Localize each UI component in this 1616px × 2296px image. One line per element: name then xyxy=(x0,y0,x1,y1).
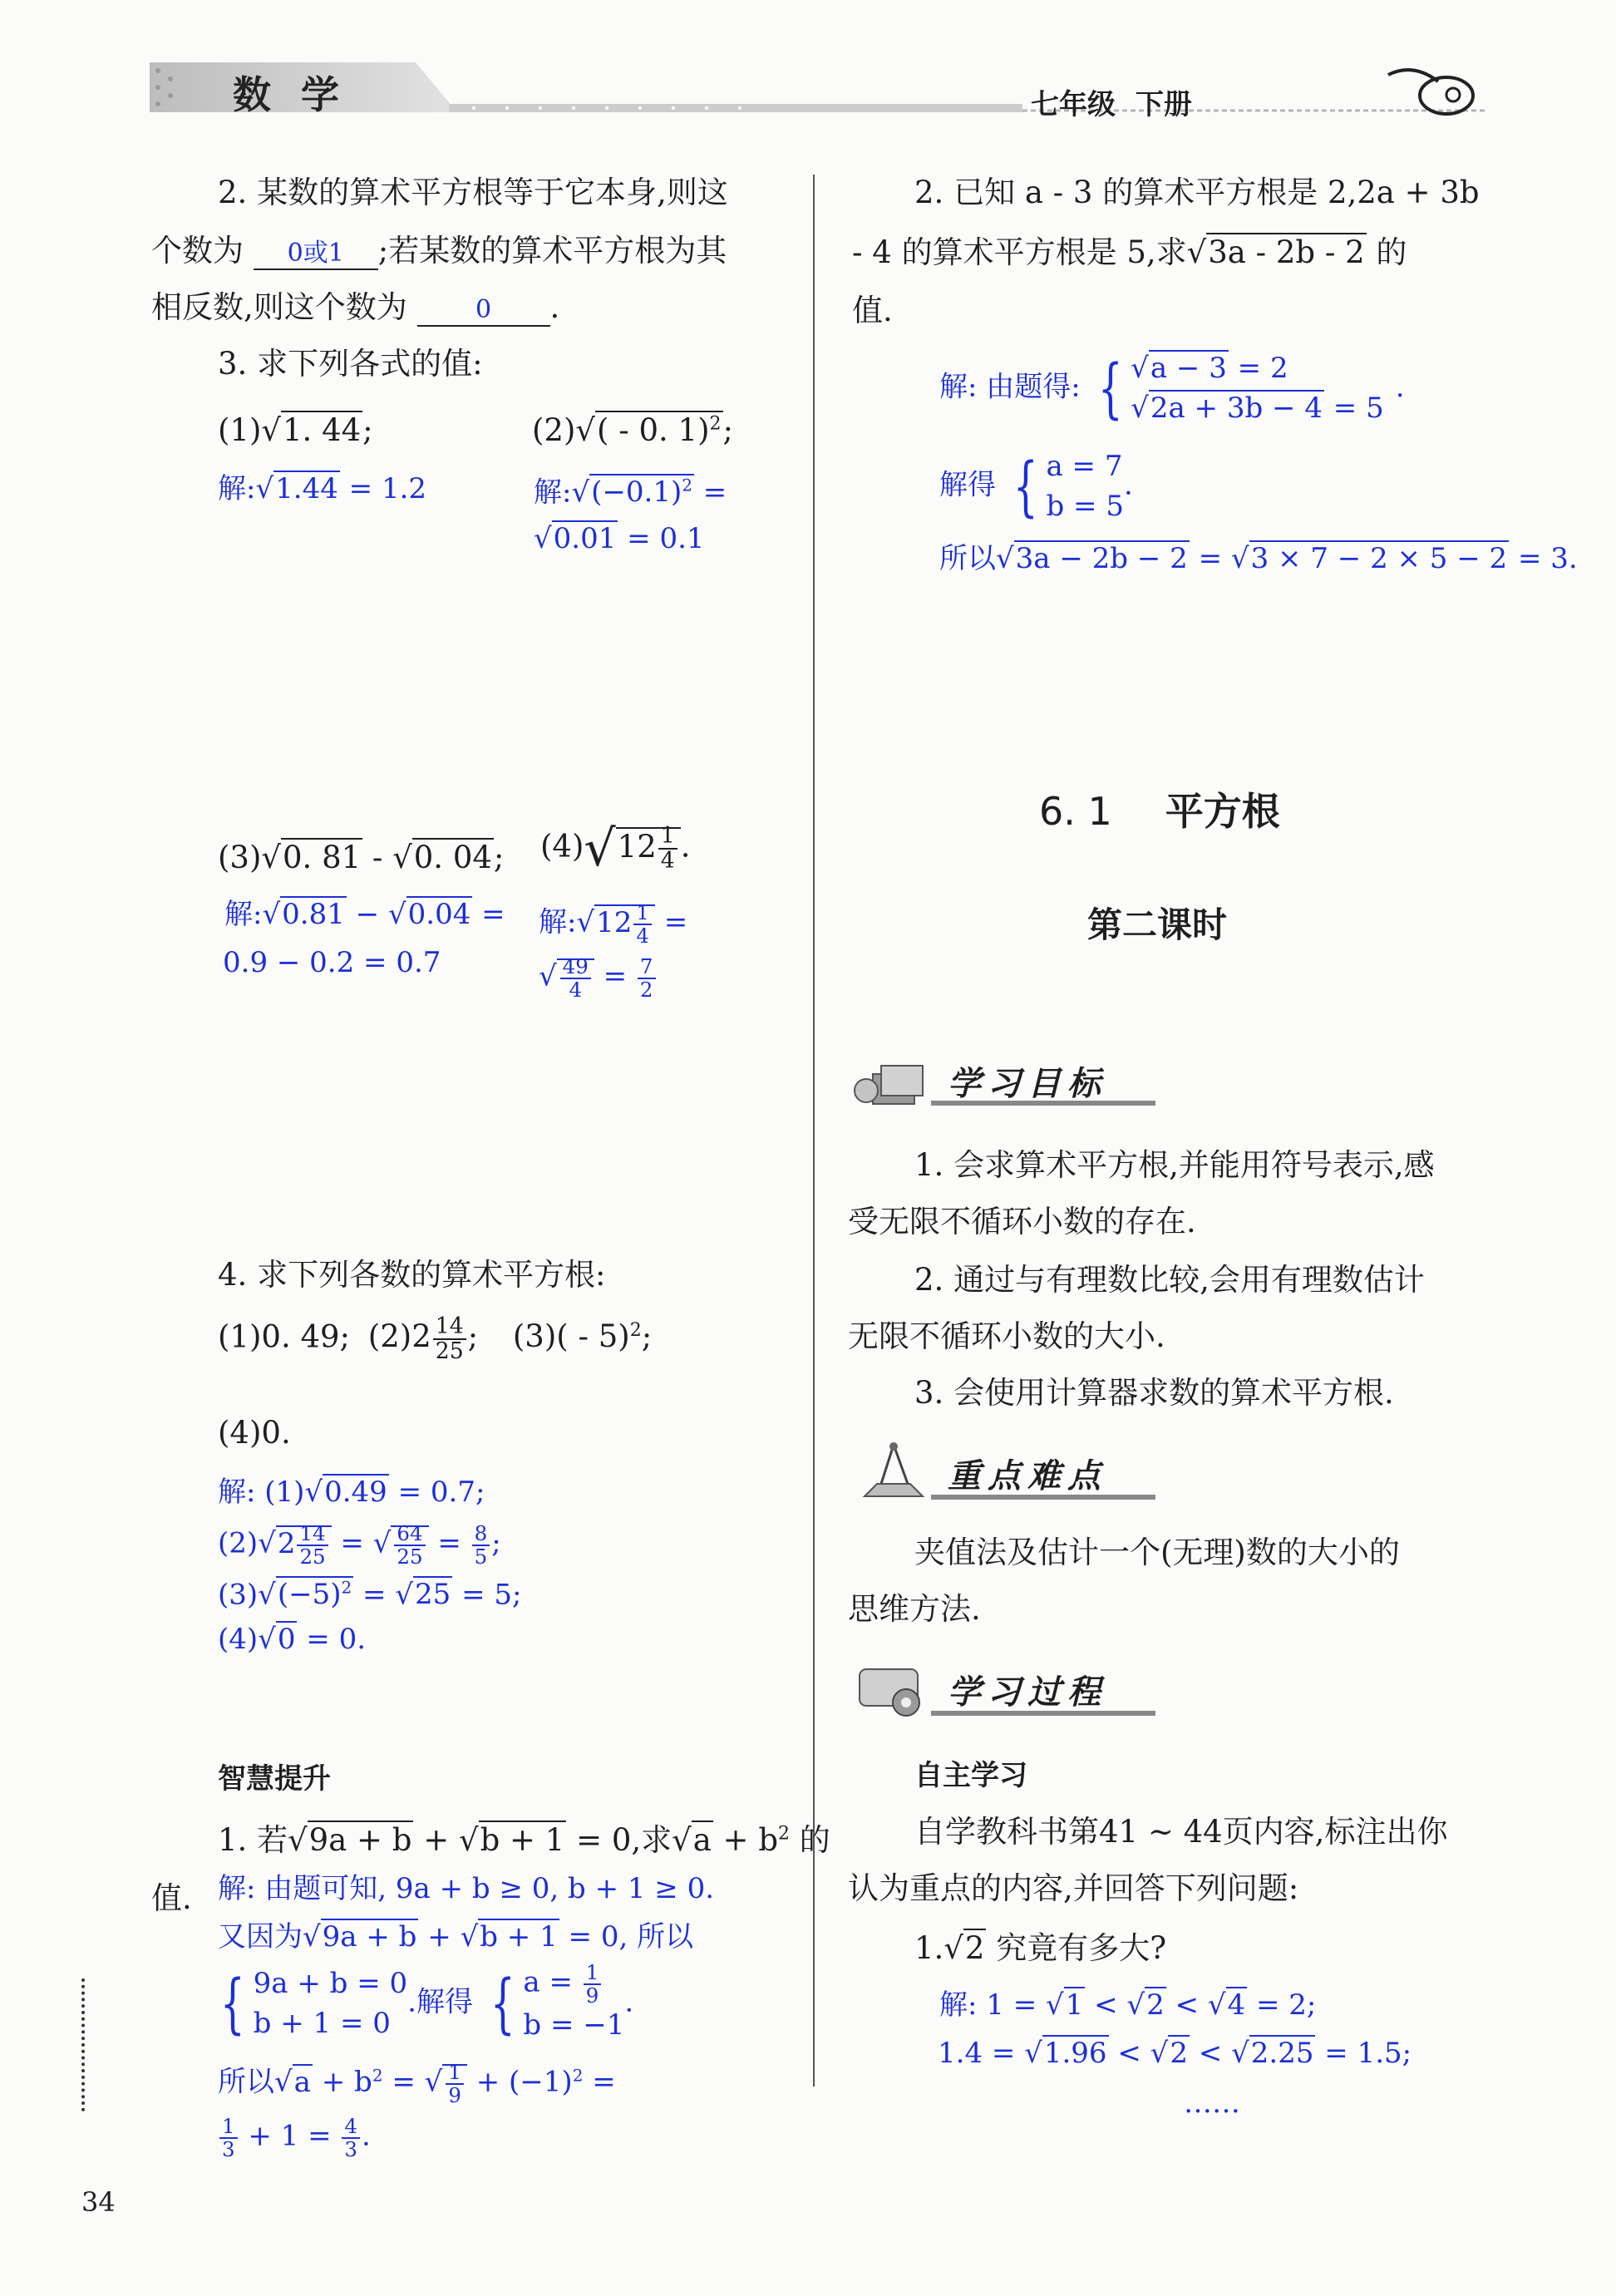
punct: . xyxy=(1395,370,1405,404)
left-q3-part4: (4)√12 $\frac{1}{4}$ . xyxy=(540,820,691,878)
operator: < xyxy=(1085,1988,1127,2022)
left-q2-text-c: 相反数,则这个数为 xyxy=(151,289,407,325)
wisdom-heading: 智慧提升 xyxy=(218,1762,331,1796)
grade-text: 七年级 xyxy=(1031,88,1116,121)
left-q3-part3: (3)√0. 81 - √0. 04; xyxy=(218,840,505,875)
whole-part: 12 xyxy=(596,905,633,939)
answer-prefix: 解: (1) xyxy=(218,1476,305,1509)
answer-text: + 1 = xyxy=(239,2119,341,2153)
answer-prefix: 所以 xyxy=(218,2065,274,2099)
punct: ; xyxy=(491,1526,501,1560)
fraction xyxy=(433,1315,466,1363)
answer-prefix: 解: xyxy=(218,472,256,505)
radicand xyxy=(276,1576,353,1611)
wisdom-s2: 又因为√9a + b + √b + 1 = 0, 所以 xyxy=(218,1920,694,1954)
question-text: 究竟有多大? xyxy=(986,1930,1167,1966)
answer-q3-1: 解:√1.44 = 1.2 xyxy=(218,472,427,505)
answer-q3-4b: √ $\frac{49}{4}$ = $\frac{7}{2}$ xyxy=(539,956,658,1000)
radicand: b + 1 xyxy=(480,1920,558,1954)
operator: - xyxy=(362,840,393,875)
answer-prefix: (4) xyxy=(218,1623,259,1656)
question-end: 的 xyxy=(1366,234,1407,270)
punct: . xyxy=(1123,468,1133,502)
numerator: 1 xyxy=(633,902,652,925)
numerator: 49 xyxy=(560,956,591,979)
equation: 9a + b = 0 xyxy=(253,1966,408,2000)
denominator: 25 xyxy=(299,1544,326,1569)
key-heading: 重点难点 xyxy=(948,1457,1107,1495)
equals: = xyxy=(594,959,636,993)
punct: . xyxy=(624,1985,634,2019)
equals: = xyxy=(353,1578,396,1612)
exponent: 2 xyxy=(778,1823,791,1845)
radicand: 3a − 2b − 2 xyxy=(1015,542,1188,575)
equals: = xyxy=(583,2065,616,2099)
denominator: 3 xyxy=(222,2136,235,2161)
radicand-text: (−5) xyxy=(277,1578,342,1612)
equation: a = 7 xyxy=(1046,450,1123,483)
radicand: 0.49 xyxy=(324,1476,387,1509)
radicand: 0.01 xyxy=(553,522,617,555)
numerator: 1 xyxy=(219,2116,238,2139)
process-q1: 1.√2 究竟有多大? xyxy=(914,1930,1167,1966)
fraction xyxy=(638,956,656,1000)
denominator: 2 xyxy=(639,977,653,1002)
punct: ; xyxy=(493,840,505,875)
radicand: a − 3 xyxy=(1150,352,1227,385)
process-a2: 1.4 = √1.96 < √2 < √2.25 = 1.5; xyxy=(938,2037,1412,2070)
exponent: 2 xyxy=(372,2065,383,2086)
left-q3-title: 3. 求下列各式的值: xyxy=(218,346,483,382)
radicand: 0.04 xyxy=(407,898,471,931)
answer-text: + (−1) xyxy=(466,2065,573,2099)
answer-result: = 1.2 xyxy=(339,472,427,505)
right-q2-s2 xyxy=(939,447,1133,526)
answer-q4-1: 解: (1)√0.49 = 0.7; xyxy=(218,1476,485,1509)
process-banner xyxy=(848,1654,1155,1721)
goal-2a: 2. 通过与有理数比较,会用有理数估计 xyxy=(914,1262,1425,1298)
punct: . xyxy=(680,828,691,865)
answer-text: .解得 xyxy=(407,1985,473,2019)
exponent: 2 xyxy=(572,2065,584,2086)
wisdom-s1: 解: 由题可知, 9a + b ≥ 0, b + 1 ≥ 0. xyxy=(218,1872,715,1905)
goals-heading: 学习目标 xyxy=(948,1065,1107,1103)
answer-text: + b xyxy=(312,2065,372,2099)
denominator: 25 xyxy=(397,1544,423,1569)
radicand: 2a + 3b − 4 xyxy=(1150,391,1323,425)
volume-text: 下册 xyxy=(1135,88,1192,121)
right-q2-line3: 值. xyxy=(852,293,893,328)
radicand: 2 xyxy=(964,1930,985,1966)
equals: = xyxy=(1189,542,1231,575)
punct: ; xyxy=(362,412,373,448)
right-q2-s1 xyxy=(939,349,1405,428)
numerator: 1 xyxy=(446,2062,464,2085)
left-q4-part4: (4)0. xyxy=(218,1415,291,1451)
answer-prefix: 解: xyxy=(539,905,577,939)
question-mid: + b xyxy=(712,1822,779,1858)
margin-dots xyxy=(81,1978,88,2111)
denominator: 4 xyxy=(569,977,583,1002)
denominator: 9 xyxy=(448,2082,461,2107)
left-q2-text-b: ;若某数的算术平方根为其 xyxy=(377,233,727,269)
radicand: 0. 04 xyxy=(413,840,492,875)
answer-result: = 1.5; xyxy=(1315,2037,1412,2070)
equals: = xyxy=(428,1526,471,1560)
answer-result: = 0.7; xyxy=(388,1476,485,1509)
radicand: 0. 81 xyxy=(283,840,362,875)
compass-icon xyxy=(848,1438,939,1505)
left-q4-parts xyxy=(218,1315,652,1363)
left-q2-line3 xyxy=(151,289,559,327)
answer-q3-2b: √0.01 = 0.1 xyxy=(534,522,705,555)
radicand: 0.81 xyxy=(282,898,345,931)
denominator: 9 xyxy=(585,1983,599,2008)
radicand: 1 xyxy=(1065,1988,1084,2022)
radicand: 25 xyxy=(415,1578,451,1612)
wisdom-s5 xyxy=(218,2116,371,2160)
operator: + xyxy=(418,1920,461,1954)
page-header xyxy=(0,0,1616,141)
operator: + xyxy=(413,1822,459,1858)
answer-q4-4: (4)√0 = 0. xyxy=(218,1623,367,1656)
subject-title: 数 学 xyxy=(233,72,348,117)
answer-prefix: 解: xyxy=(534,475,572,510)
question-mid: = 0,求 xyxy=(566,1822,673,1858)
answer-blank-1: 0或1 xyxy=(254,239,378,270)
solution-system: { a = 7 b = 5 xyxy=(1005,447,1124,526)
answer-prefix: 解: xyxy=(224,898,263,931)
equation-result: = 5 xyxy=(1323,391,1384,425)
radicand: 1. 44 xyxy=(283,412,362,448)
answer-blank-2: 0 xyxy=(417,295,550,327)
process-ellipsis: …… xyxy=(1184,2087,1240,2120)
equals: = xyxy=(331,1526,373,1560)
fraction xyxy=(297,1523,328,1567)
equation: b = −1 xyxy=(523,2008,625,2042)
answer-result: = 3. xyxy=(1509,542,1578,575)
part-label: (3)( - 5) xyxy=(512,1318,630,1355)
answer-prefix: 所以 xyxy=(939,542,996,575)
answer-prefix: 解: 1 = xyxy=(939,1988,1046,2022)
radicand xyxy=(442,2060,467,2107)
left-q3-part2: (2)√( - 0. 1)$^2$; xyxy=(532,412,733,448)
goal-1b: 受无限不循环小数的存在. xyxy=(848,1204,1196,1239)
numerator: 1 xyxy=(658,825,677,850)
process-a1: 解: 1 = √1 < √2 < √4 = 2; xyxy=(939,1988,1317,2022)
equals: = xyxy=(382,2065,425,2099)
answer-q4-2: (2)√2 $\frac{14}{25}$ = √ $\frac{64}{25}$ = $\frac{8}{5}$ ; xyxy=(218,1521,501,1569)
wisdom-q1-cont: 值. xyxy=(151,1880,192,1916)
radicand xyxy=(594,900,655,948)
section-number: 6. 1 xyxy=(1039,789,1112,834)
wisdom-s4: 所以$√a + b^2$ = √ $\frac{1}{9}$ + $(-1)^2$ = xyxy=(218,2060,616,2107)
answer-prefix: 1.4 = xyxy=(938,2037,1025,2070)
radicand: 2 xyxy=(1170,2037,1188,2070)
lesson-title: 第二课时 xyxy=(1087,904,1228,945)
scroll-icon xyxy=(848,1654,939,1721)
equation-system: { √a − 3 = 2 √2a + 3b − 4 = 5 xyxy=(1090,349,1384,428)
denominator: 3 xyxy=(344,2136,357,2161)
process-text-1a: 自学教科书第41 ~ 44页内容,标注出你 xyxy=(914,1814,1448,1850)
key-banner xyxy=(848,1438,1155,1505)
answer-q3-3: 解:√0.81 − √0.04 = xyxy=(224,898,505,931)
numerator: 4 xyxy=(342,2116,360,2139)
answer-result: = 5; xyxy=(452,1578,522,1612)
radicand: a xyxy=(692,1822,712,1858)
whole-part: 2 xyxy=(277,1526,296,1560)
punct: . xyxy=(362,2119,371,2153)
answer-prefix: 又因为 xyxy=(218,1920,303,1954)
radicand xyxy=(557,954,594,1002)
operator: < xyxy=(1165,1988,1208,2022)
mouse-icon xyxy=(1380,58,1488,125)
radicand xyxy=(276,1521,332,1569)
answer-result: = 0.1 xyxy=(618,522,705,555)
process-heading: 学习过程 xyxy=(948,1673,1107,1712)
part-label: (1) xyxy=(218,412,262,448)
operator: < xyxy=(1108,2037,1150,2070)
radicand: 2.25 xyxy=(1250,2037,1314,2070)
denominator: 4 xyxy=(636,923,649,948)
radicand: 2 xyxy=(1146,1988,1165,2022)
answer-prefix: 解得 xyxy=(939,468,996,502)
wisdom-q1: 1. 若√9a + b + √b + 1 = 0,求$√a + b^2$ 的 xyxy=(218,1822,830,1858)
whole-part: 12 xyxy=(617,828,657,865)
radicand: a xyxy=(293,2065,311,2099)
fraction xyxy=(560,956,591,1000)
equation-result: = 2 xyxy=(1228,352,1288,385)
radicand: b + 1 xyxy=(480,1822,565,1858)
denominator: 25 xyxy=(435,1338,464,1364)
grade-label xyxy=(1031,81,1192,122)
equation: b + 1 = 0 xyxy=(253,2006,391,2040)
equation: √2a + 3b − 4 = 5 xyxy=(1131,391,1384,425)
equation: √a − 3 = 2 xyxy=(1131,352,1288,385)
section-name: 平方根 xyxy=(1165,789,1280,834)
question-prefix: 1. 若 xyxy=(218,1822,288,1858)
part-label: (1)0. 49; xyxy=(218,1318,351,1355)
left-q4-title: 4. 求下列各数的算术平方根: xyxy=(218,1257,606,1293)
books-icon xyxy=(848,1049,939,1112)
exponent: 2 xyxy=(709,413,722,435)
exponent: 2 xyxy=(341,1578,352,1598)
radicand: 0 xyxy=(277,1623,296,1656)
fraction xyxy=(219,2116,238,2160)
key-1b: 思维方法. xyxy=(848,1591,981,1627)
question-prefix: 1. xyxy=(914,1930,944,1966)
radicand: 3a - 2b - 2 xyxy=(1208,234,1365,270)
radicand-text: ( - 0. 1) xyxy=(597,412,710,448)
fraction xyxy=(342,2116,360,2160)
numerator: 7 xyxy=(638,956,656,979)
radicand xyxy=(616,823,681,874)
goal-2b: 无限不循环小数的大小. xyxy=(848,1318,1165,1354)
exponent: 2 xyxy=(682,475,692,495)
radicand: 3 × 7 − 2 × 5 − 2 xyxy=(1250,542,1508,575)
equation: b = 5 xyxy=(1046,489,1124,523)
equals: = xyxy=(472,898,505,931)
numerator: 64 xyxy=(394,1523,425,1546)
numerator: 8 xyxy=(472,1523,490,1546)
equals: = xyxy=(693,475,727,510)
goals-banner xyxy=(848,1049,1155,1112)
numerator: 1 xyxy=(584,1962,602,1985)
process-text-1b: 认为重点的内容,并回答下列问题: xyxy=(848,1870,1299,1906)
answer-result: = 2; xyxy=(1247,1988,1317,2022)
question-text: - 4 的算术平方根是 5,求 xyxy=(852,234,1187,270)
equation-system: { 9a + b = 0 b + 1 = 0 xyxy=(212,1964,407,2043)
punct: ; xyxy=(467,1318,479,1355)
left-q3-part1: (1)√1. 44; xyxy=(218,412,373,448)
radicand: 1.96 xyxy=(1043,2037,1107,2070)
left-q2-text: 个数为 xyxy=(151,233,244,269)
fraction xyxy=(633,902,652,946)
radicand: 4 xyxy=(1227,1988,1246,2022)
fraction xyxy=(658,825,677,873)
column-divider xyxy=(813,175,815,2087)
radicand: 1.44 xyxy=(275,472,338,505)
left-q2-line2 xyxy=(151,233,727,270)
fraction xyxy=(446,2062,464,2106)
punct: ; xyxy=(641,1318,653,1355)
goal-1a: 1. 会求算术平方根,并能用符号表示,感 xyxy=(914,1147,1435,1183)
fraction xyxy=(472,1523,490,1567)
answer-text: = 0, 所以 xyxy=(559,1920,694,1954)
answer-prefix: (3) xyxy=(218,1578,259,1612)
right-q2-s3: 所以√3a − 2b − 2 = √3 × 7 − 2 × 5 − 2 = 3. xyxy=(939,542,1578,575)
radicand xyxy=(391,1521,428,1569)
denominator: 5 xyxy=(474,1544,488,1569)
answer-q3-2: 解$:√(-0.1)^2$ = xyxy=(534,475,727,510)
solution-system: { a = $\frac{1}{9}$ b = −1 xyxy=(482,1962,625,2046)
right-q2-line2: - 4 的算术平方根是 5,求√3a - 2b - 2 的 xyxy=(852,234,1407,270)
part-label: (2) xyxy=(532,412,576,448)
operator: < xyxy=(1189,2037,1232,2070)
punct: ; xyxy=(722,412,733,448)
answer-q3-3b: 0.9 − 0.2 = 0.7 xyxy=(223,946,441,979)
radicand: 9a + b xyxy=(322,1920,417,1954)
answer-result: = 0. xyxy=(297,1623,367,1656)
fraction xyxy=(394,1523,425,1567)
numerator: 14 xyxy=(433,1315,466,1340)
right-q2-line1: 2. 已知 a - 3 的算术平方根是 2,2a + 3b xyxy=(914,175,1480,210)
part-label: (3) xyxy=(218,840,262,875)
answer-q3-4: 解:√12 $\frac{1}{4}$ = xyxy=(539,900,688,948)
equation xyxy=(523,1962,624,2006)
operator: − xyxy=(346,898,388,931)
answer-prefix: (2) xyxy=(218,1526,259,1560)
goal-3: 3. 会使用计算器求数的算术平方根. xyxy=(914,1375,1394,1411)
question-end: 的 xyxy=(790,1822,830,1858)
key-1a: 夹值法及估计一个(无理)数的大小的 xyxy=(914,1535,1400,1570)
radicand xyxy=(589,474,694,509)
denominator: 4 xyxy=(660,848,675,874)
page-number: 34 xyxy=(81,2186,116,2218)
section-title xyxy=(1039,781,1280,836)
answer-q4-3: $(3)√(-5)^2 = √25 = 5$; xyxy=(218,1578,522,1612)
left-q2-line1: 2. 某数的算术平方根等于它本身,则这 xyxy=(218,175,728,210)
part-label: (2)2 xyxy=(367,1318,431,1355)
equation-text: a = xyxy=(523,1965,582,1999)
radicand: 9a + b xyxy=(308,1822,412,1858)
numerator: 14 xyxy=(297,1523,328,1546)
fraction xyxy=(584,1962,602,2006)
self-study-heading: 自主学习 xyxy=(914,1759,1027,1792)
left-q2-period: . xyxy=(549,289,560,325)
radicand-text: (−0.1) xyxy=(591,475,682,510)
wisdom-s3 xyxy=(212,1962,633,2046)
equals: = xyxy=(654,905,688,939)
part-label: (4) xyxy=(540,828,584,865)
radicand xyxy=(595,411,723,448)
exponent: 2 xyxy=(629,1320,642,1342)
answer-prefix: 解: 由题得: xyxy=(939,370,1081,404)
